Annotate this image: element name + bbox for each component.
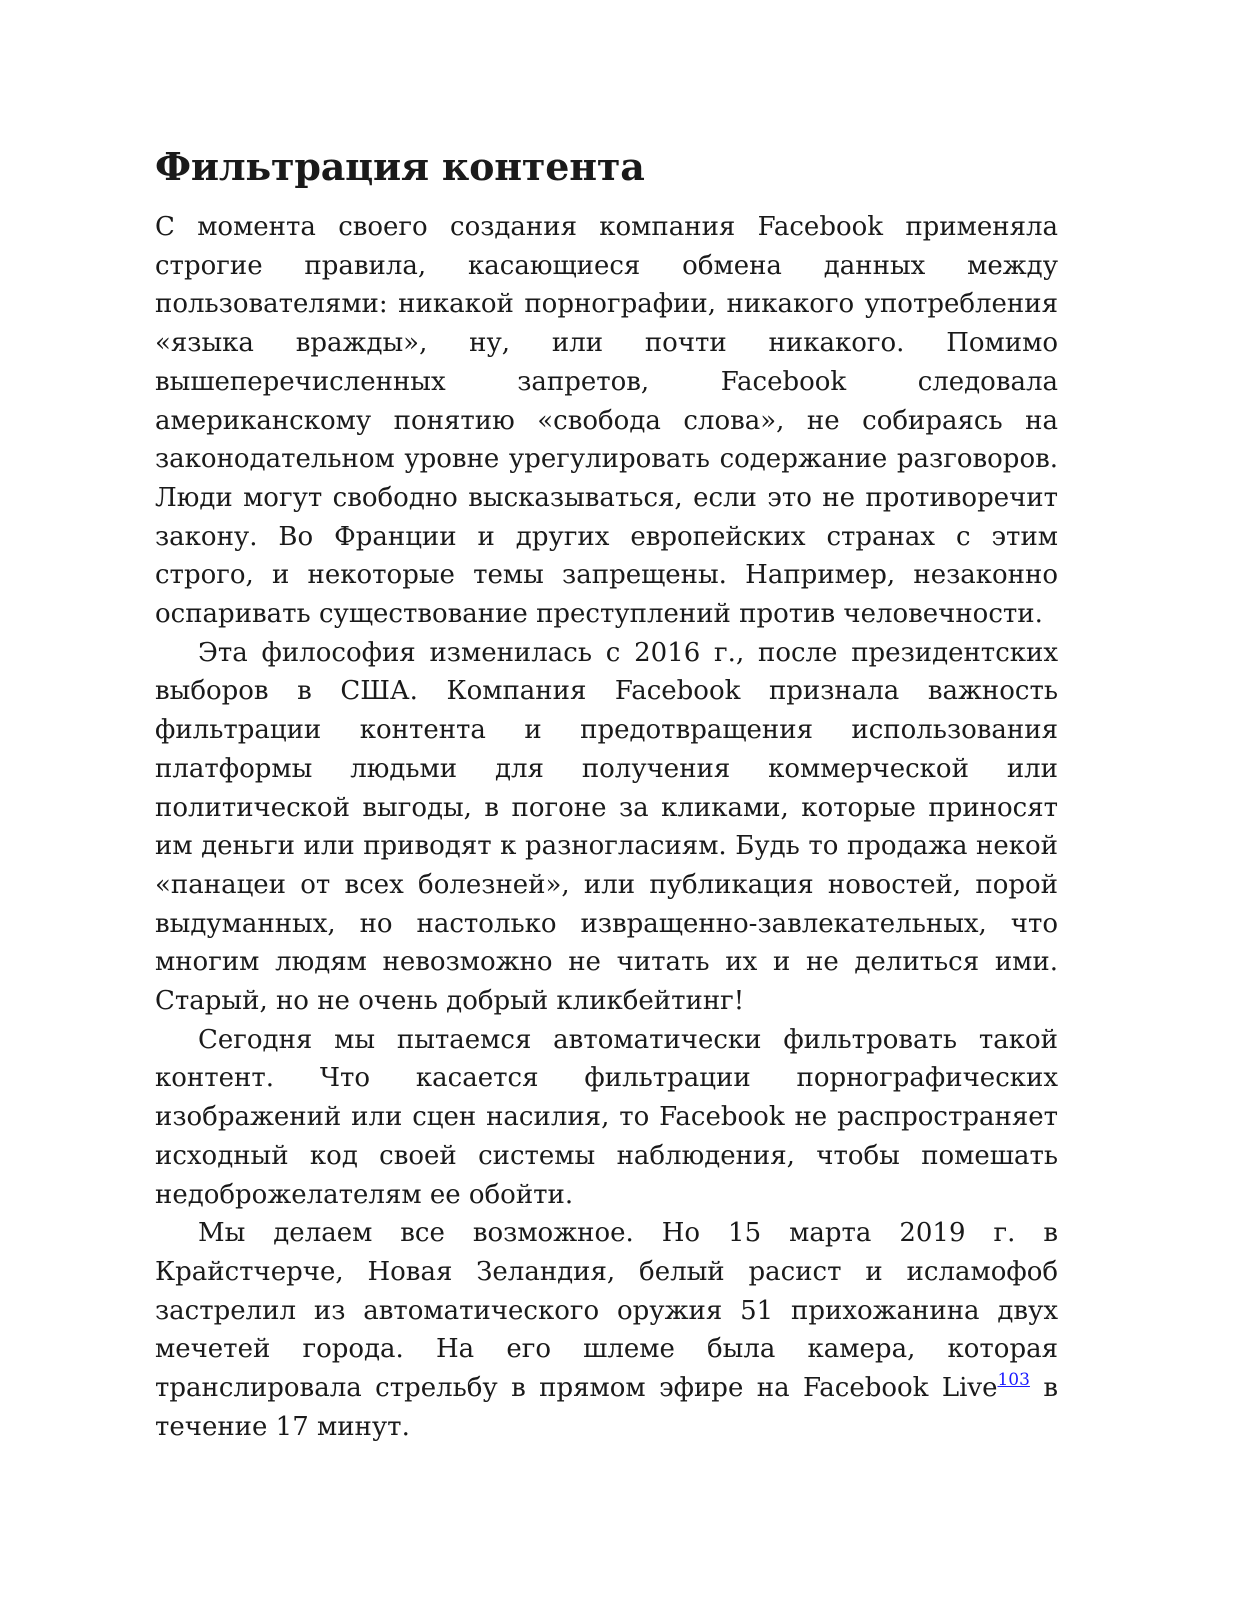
paragraph-4-text: Мы делаем все возможное. Но 15 марта 2019 г. в Крайстчерче, Новая Зеландия, белый расист и исламофоб застрелил из автоматического оружия 51 прихожанина двух мечетей города. На его шлеме была камера, которая транслировала стрельбу в прямом эфире на Facebook Live	[155, 1218, 1058, 1404]
document-page	[155, 140, 1058, 1447]
paragraph-1: С момента своего создания компания Facebook применяла строгие правила, касающиеся обмена данных между пользователями: никакой порнографии, никакого употребления «языка вражды», ну, или почти никакого. Помимо вышеперечисленных запретов, Facebook следовала американскому понятию «свобода слова», не собираясь на законодательном уровне урегулировать содержание разговоров. Люди могут свободно высказываться, если это не противоречит закону. Во Франции и других европейских странах с этим строго, и некоторые темы запрещены. Например, незаконно оспаривать существование преступлений против человечности.	[155, 212, 1058, 630]
page-title: Фильтрация контента	[155, 144, 645, 189]
paragraph-4	[155, 1214, 1058, 1446]
paragraph-4-text-end: в течение 17 минут.	[155, 1373, 1058, 1442]
paragraph-2: Эта философия изменилась с 2016 г., после президентских выборов в США. Компания Facebook признала важность фильтрации контента и предотвращения использования платформы людьми для получения коммерческой или политической выгоды, в погоне за кликами, которые приносят им деньги или приводят к разногласиям. Будь то продажа некой «панацеи от всех болезней», или публикация новостей, порой выдуманных, но настолько извращенно-завлекательных, что многим людям невозможно не читать их и не делиться ими. Старый, но не очень добрый кликбейтинг!	[155, 637, 1058, 1017]
footnote-link[interactable]: 103	[997, 1370, 1030, 1391]
paragraph-3: Сегодня мы пытаемся автоматически фильтровать такой контент. Что касается фильтрации порнографических изображений или сцен насилия, то Facebook не распространяет исходный код своей системы наблюдения, чтобы помешать недоброжелателям ее обойти.	[155, 1024, 1058, 1210]
